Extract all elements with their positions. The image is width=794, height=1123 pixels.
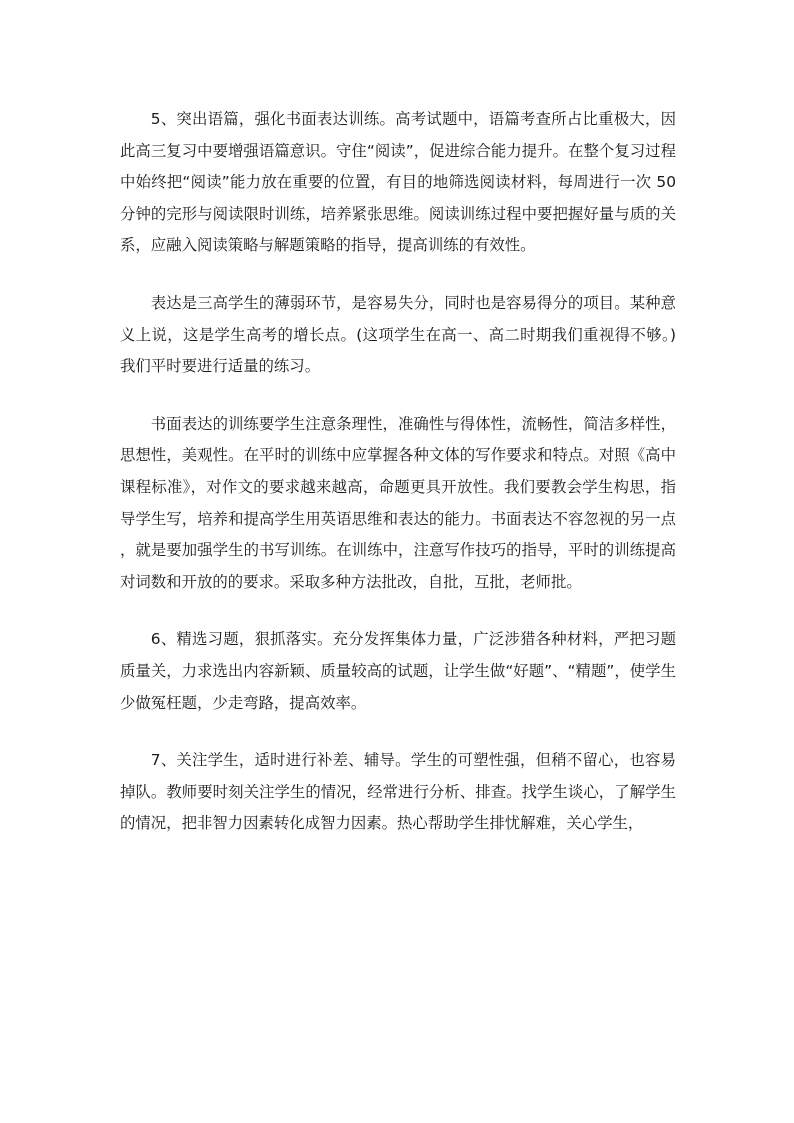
paragraph-5: 7、关注学生，适时进行补差、辅导。学生的可塑性强，但稍不留心，也容易掉队。教师要时刻关注学生的情况，经常进行分析、排查。找学生谈心，了解学生的情况，把非智力因素转化成智力因素。热心帮助学生排忧解难，关心学生， bbox=[120, 751, 676, 833]
paragraph-4: 6、精选习题，狠抓落实。充分发挥集体力量，广泛涉猎各种材料，严把习题质量关，力求选出内容新颖、质量较高的试题，让学生做“好题”、“精题”，使学生少做冤枉题，少走弯路，提高效率。 bbox=[120, 630, 676, 712]
paragraph-1: 5、突出语篇，强化书面表达训练。高考试题中，语篇考查所占比重极大，因此高三复习中要增强语篇意识。守住“阅读”，促进综合能力提升。在整个复习过程中始终把“阅读”能力放在重要的位置，有目的地筛选阅读材料，每周进行一次 50 分钟的完形与阅读限时训练，培养紧张思维。阅读训练过程中要把握好量与质的关系，应融入阅读策略与解题策略的指导，提高训练的有效性。 bbox=[120, 110, 676, 255]
paragraph-2: 表达是三高学生的薄弱环节，是容易失分，同时也是容易得分的项目。某种意义上说，这是学生高考的增长点。(这项学生在高一、高二时期我们重视得不够。)我们平时要进行适量的练习。 bbox=[120, 293, 676, 376]
paragraph-3: 书面表达的训练要学生注意条理性，准确性与得体性，流畅性，简洁多样性，思想性，美观性。在平时的训练中应掌握各种文体的写作要求和特点。对照《高中课程标准》，对作文的要求越来越高，命题更具开放性。我们要教会学生构思，指导学生写，培养和提高学生用英语思维和表达的能力。书面表达不容忽视的另一点，就是要加强学生的书写训练。在训练中，注意写作技巧的指导，平时的训练提高对词数和开放的的要求。采取多种方法批改，自批，互批，老师批。 bbox=[120, 414, 676, 591]
document-body bbox=[120, 104, 676, 866]
